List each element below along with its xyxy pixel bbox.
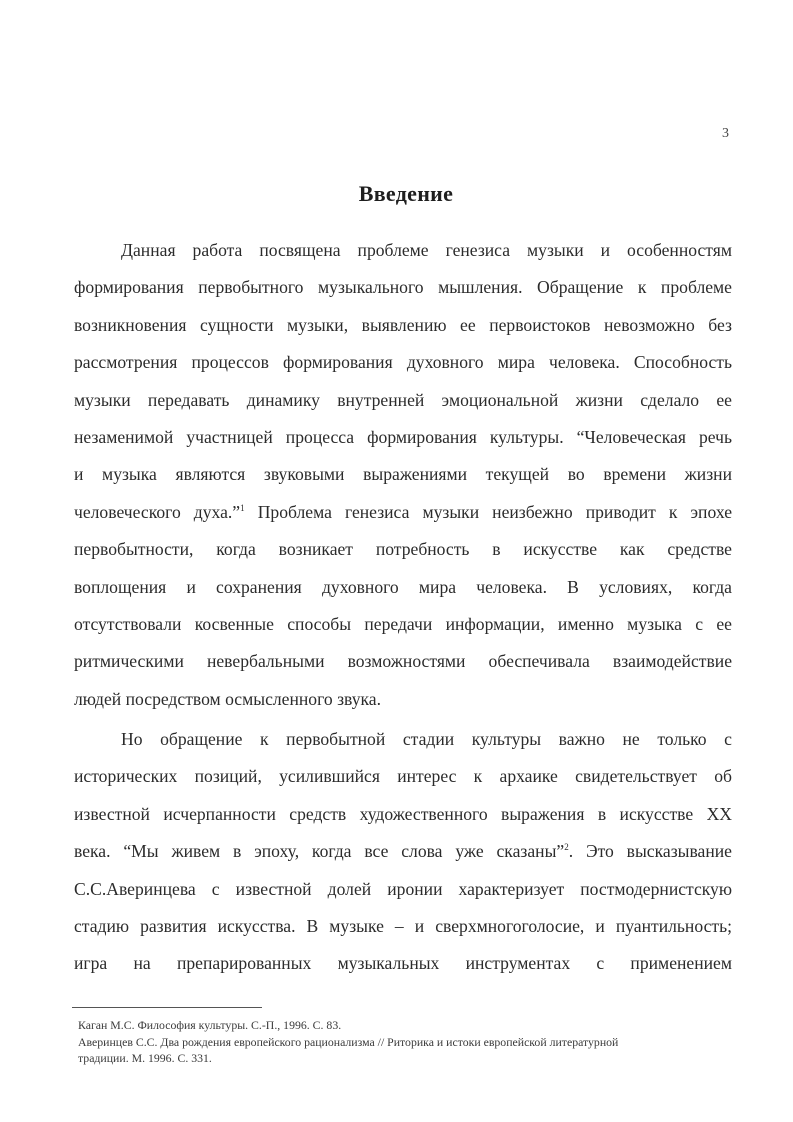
text-fragment: человеческого духа.” xyxy=(74,501,241,522)
text-line: первобытности, когда возникает потребность в искусстве как средстве xyxy=(74,539,732,560)
body-text xyxy=(74,232,732,983)
text-line: людей посредством осмысленного звука. xyxy=(74,688,382,709)
text-line: игра на препарированных музыкальных инструментах с применением xyxy=(74,953,732,974)
text-line-with-footnote xyxy=(74,833,732,870)
text-line: музыки передавать динамику внутренней эмоциональной жизни сделало ее xyxy=(74,389,732,410)
footnotes xyxy=(78,1017,718,1067)
text-line: незаменимой участницей процесса формирования культуры. “Человеческая речь xyxy=(74,426,732,447)
footnote-divider xyxy=(72,1007,262,1008)
page-number: 3 xyxy=(722,126,729,141)
text-line: ритмическими невербальными возможностями обеспечивала взаимодействие xyxy=(74,651,732,672)
text-line: исторических позиций, усилившийся интерес к архаике свидетельствует об xyxy=(74,766,732,787)
text-line: и музыка являются звуковыми выражениями текущей во времени жизни xyxy=(74,464,732,485)
text-line: отсутствовали косвенные способы передачи информации, именно музыка с ее xyxy=(74,613,732,634)
footnote-2-continued: традиции. М. 1996. С. 331. xyxy=(78,1051,212,1065)
footnote-2: Аверинцев С.С. Два рождения европейского рационализма // Риторика и истоки европейской литературной xyxy=(78,1034,619,1049)
text-line: С.С.Аверинцева с известной долей иронии характеризует постмодернистскую xyxy=(74,878,732,899)
text-line: Данная работа посвящена проблеме генезиса музыки и особенностям xyxy=(121,240,732,260)
text-line: воплощения и сохранения духовного мира человека. В условиях, когда xyxy=(74,576,732,597)
text-line: известной исчерпанности средств художественного выражения в искусстве XX xyxy=(74,803,732,824)
text-line: возникновения сущности музыки, выявлению ее первоистоков невозможно без xyxy=(74,314,732,335)
text-line-with-footnote xyxy=(74,494,732,531)
text-line: Но обращение к первобытной стадии культуры важно не только с xyxy=(121,729,732,750)
text-line: рассмотрения процессов формирования духовного мира человека. Способность xyxy=(74,352,732,373)
text-fragment: века. “Мы живем в эпоху, когда все слова уже сказаны” xyxy=(74,841,565,862)
text-fragment: . Это высказывание xyxy=(568,841,732,862)
text-fragment: Проблема генезиса музыки неизбежно приводит к эпохе xyxy=(257,501,732,522)
footnote-1: Каган М.С. Философия культуры. С.-П., 1996. С. 83. xyxy=(78,1018,342,1032)
text-line: стадию развития искусства. В музыке – и сверхмногоголосие, и пуантильность; xyxy=(74,916,732,937)
footnote-mark: 1 xyxy=(240,502,245,513)
page-title: Введение xyxy=(358,181,454,206)
text-line: формирования первобытного музыкального мышления. Обращение к проблеме xyxy=(74,277,732,298)
footnote-mark: 2 xyxy=(564,842,569,853)
